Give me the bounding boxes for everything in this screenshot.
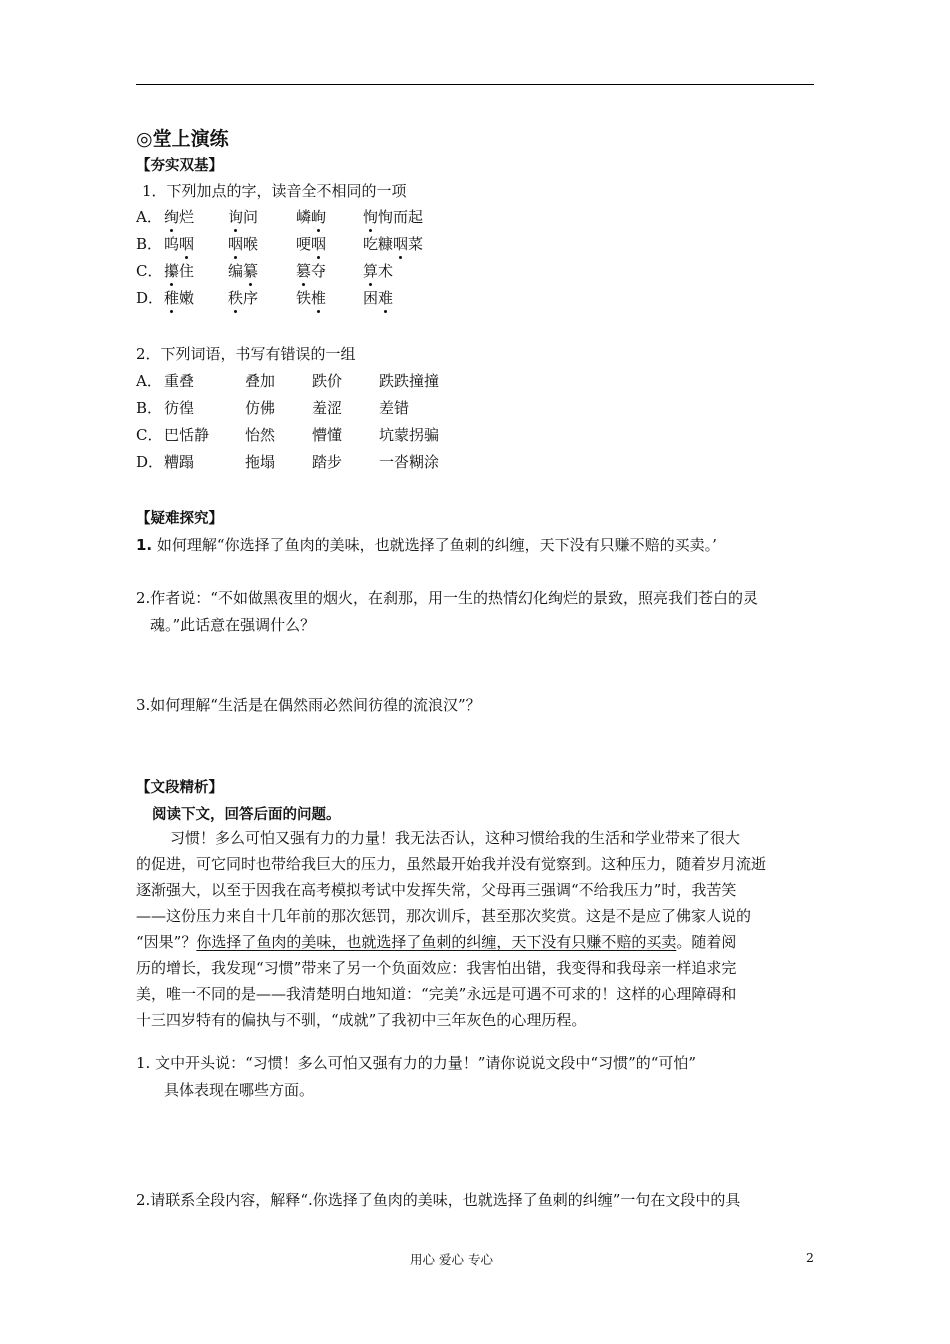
option-word: 恂恂而起 bbox=[363, 208, 424, 226]
option-word: 重叠 bbox=[164, 372, 195, 390]
emphasis-char: 咽 bbox=[311, 235, 327, 253]
emphasis-char: 稚 bbox=[164, 289, 180, 307]
option-letter: A． bbox=[136, 372, 162, 390]
option-word: 嶙峋 bbox=[296, 208, 327, 226]
option-word: 懵懂 bbox=[312, 426, 343, 444]
header-rule bbox=[136, 84, 814, 85]
option-letter: D． bbox=[136, 453, 164, 471]
option-word: 秩序 bbox=[228, 289, 259, 307]
part1-heading: 【夯实双基】 bbox=[136, 158, 223, 174]
option-word: 攥住 bbox=[164, 262, 195, 280]
option-word: 算术 bbox=[363, 262, 394, 280]
option-word: 羞涩 bbox=[312, 399, 343, 417]
option-word: 叠加 bbox=[245, 372, 276, 390]
option-word: 篡夺 bbox=[296, 262, 327, 280]
option-word: 彷徨 bbox=[164, 399, 195, 417]
option-word: 铁椎 bbox=[296, 289, 327, 307]
option-word: 差错 bbox=[379, 399, 410, 417]
option-word: 仿佛 bbox=[245, 399, 276, 417]
part2-q1 bbox=[136, 534, 717, 555]
passage-line: 美，唯一不同的是——我清楚明白地知道：“完美”永远是可遇不可求的！这样的心理障碍和 bbox=[136, 985, 737, 1003]
passage-line: ——这份压力来自十几年前的那次惩罚，那次训斥，甚至那次奖赏。这是不是应了佛家人说的 bbox=[136, 907, 752, 925]
option-word: 糟蹋 bbox=[164, 453, 195, 471]
option-word: 绚烂 bbox=[164, 208, 195, 226]
emphasis-char: 峋 bbox=[311, 208, 327, 226]
passage-line: 历的增长，我发现“习惯”带来了另一个负面效应：我害怕出错，我变得和我母亲一样追求完 bbox=[136, 959, 737, 977]
passage-line: 十三四岁特有的偏执与不驯，“成就”了我初中三年灰色的心理历程。 bbox=[136, 1011, 587, 1029]
passage-line: 习惯！多么可怕又强有力的力量！我无法否认，这种习惯给我的生活和学业带来了很大 bbox=[170, 829, 741, 847]
q1-stem: 1．下列加点的字，读音全不相同的一项 bbox=[142, 182, 407, 200]
passage-line: 的促进，可它同时也带给我巨大的压力，虽然最开始我并没有觉察到。这种压力，随着岁月流逝 bbox=[136, 855, 767, 873]
passage-text: 。随着阅 bbox=[676, 933, 737, 951]
option-word: 询问 bbox=[228, 208, 259, 226]
option-word: 坑蒙拐骗 bbox=[379, 426, 440, 444]
part2-heading: 【疑难探究】 bbox=[136, 511, 223, 527]
option-letter: B． bbox=[136, 235, 163, 253]
q2-stem: 2．下列词语，书写有错误的一组 bbox=[136, 345, 356, 363]
option-word: 吃糠咽菜 bbox=[363, 235, 424, 253]
reading-instruction: 阅读下文，回答后面的问题。 bbox=[152, 807, 341, 823]
emphasis-char: 咽 bbox=[228, 235, 244, 253]
part2-q2-line1: 2.作者说：“不如做黑夜里的烟火，在刹那，用一生的热情幻化绚烂的景致，照亮我们苍白的灵 bbox=[136, 589, 758, 607]
emphasis-char: 椎 bbox=[311, 289, 327, 307]
option-word: 稚嫩 bbox=[164, 289, 195, 307]
reading-passage bbox=[136, 825, 816, 1033]
option-word: 呜咽 bbox=[164, 235, 195, 253]
option-word: 哽咽 bbox=[296, 235, 327, 253]
emphasis-char: 攥 bbox=[164, 262, 180, 280]
emphasis-char: 恂 bbox=[363, 208, 379, 226]
part3-q1-line1: 1. 文中开头说：“习惯！多么可怕又强有力的力量！”请你说说文段中“习惯”的“可怕” bbox=[136, 1054, 697, 1072]
part3-q2-line1: 2.请联系全段内容，解释“.你选择了鱼肉的美味，也就选择了鱼刺的纠缠”一句在文段中的具 bbox=[136, 1191, 741, 1209]
option-letter: C． bbox=[136, 262, 163, 280]
option-word: 编纂 bbox=[228, 262, 259, 280]
option-word: 怡然 bbox=[245, 426, 276, 444]
part3-heading: 【文段精析】 bbox=[136, 780, 223, 796]
option-word: 跌跌撞撞 bbox=[379, 372, 440, 390]
page-number: 2 bbox=[806, 1250, 814, 1265]
underlined-sentence: 你选择了鱼肉的美味，也就选择了鱼刺的纠缠，天下没有只赚不赔的买卖 bbox=[196, 933, 677, 951]
option-word: 踏步 bbox=[312, 453, 343, 471]
emphasis-char: 秩 bbox=[228, 289, 244, 307]
emphasis-char: 难 bbox=[378, 289, 394, 307]
section-title: ◎堂上演练 bbox=[136, 128, 229, 150]
emphasis-char: 询 bbox=[228, 208, 244, 226]
option-letter: A． bbox=[136, 208, 162, 226]
passage-text: “因果”？ bbox=[136, 933, 197, 951]
passage-line bbox=[136, 929, 816, 955]
option-word: 巴恬静 bbox=[164, 426, 210, 444]
question-text: 如何理解“你选择了鱼肉的美味，也就选择了鱼刺的纠缠，天下没有只赚不赔的买卖。’ bbox=[156, 536, 717, 554]
option-letter: C． bbox=[136, 426, 163, 444]
footer-motto: 用心 爱心 专心 bbox=[410, 1252, 493, 1267]
option-word: 困难 bbox=[363, 289, 394, 307]
part2-q2-line2: 魂。”此话意在强调什么？ bbox=[150, 616, 316, 634]
part2-q3: 3.如何理解“生活是在偶然雨必然间彷徨的流浪汉”？ bbox=[136, 696, 481, 714]
emphasis-char: 绚 bbox=[164, 208, 180, 226]
emphasis-char: 咽 bbox=[393, 235, 409, 253]
emphasis-char: 篡 bbox=[296, 262, 312, 280]
option-letter: B． bbox=[136, 399, 163, 417]
part3-q1-line2: 具体表现在哪些方面。 bbox=[164, 1081, 315, 1099]
emphasis-char: 纂 bbox=[243, 262, 259, 280]
option-word: 跌价 bbox=[312, 372, 343, 390]
emphasis-char: 算 bbox=[363, 262, 379, 280]
option-letter: D． bbox=[136, 289, 164, 307]
emphasis-char: 咽 bbox=[179, 235, 195, 253]
option-word: 拖塌 bbox=[245, 453, 276, 471]
question-number: 1. bbox=[136, 536, 153, 554]
option-word: 咽喉 bbox=[228, 235, 259, 253]
passage-line: 逐渐强大，以至于因我在高考模拟考试中发挥失常，父母再三强调“不给我压力”时，我苦笑 bbox=[136, 881, 737, 899]
option-word: 一沓糊涂 bbox=[379, 453, 440, 471]
